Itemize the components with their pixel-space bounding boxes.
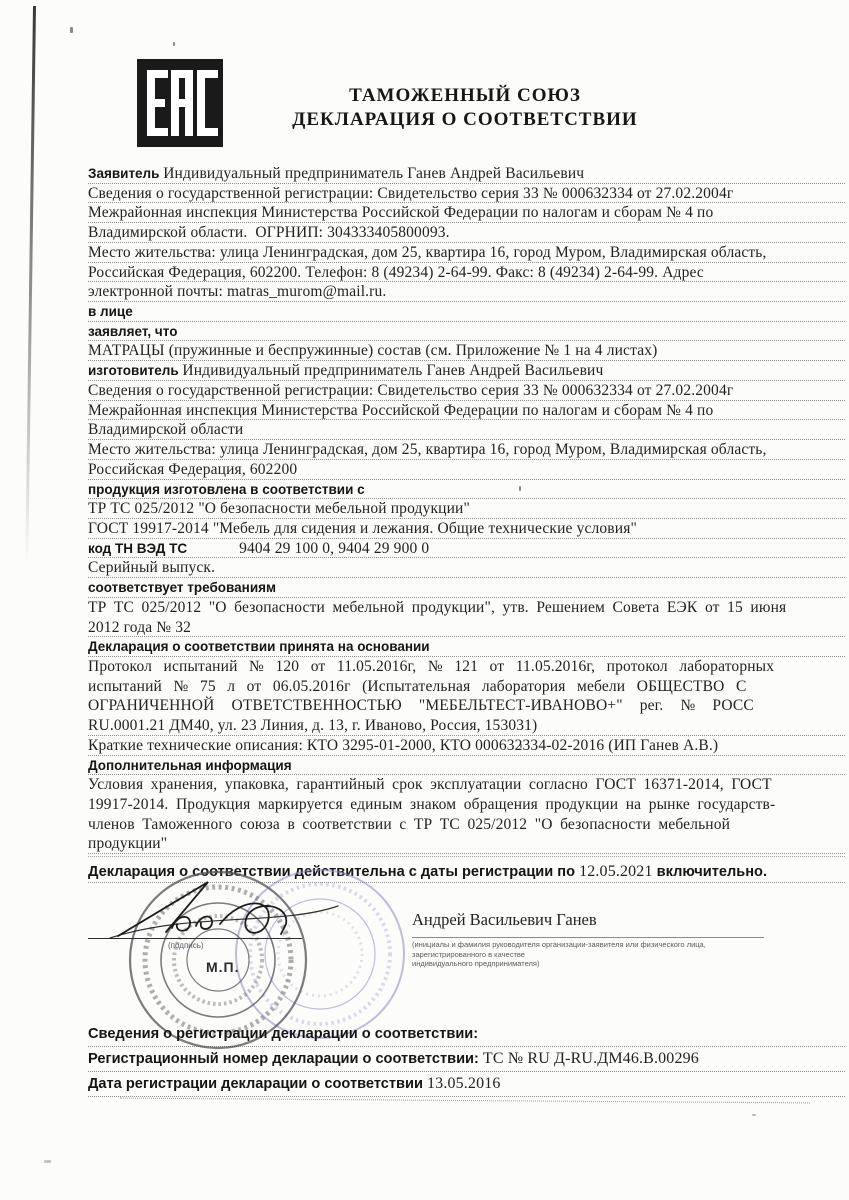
field-label: Дополнительная информация — [88, 757, 292, 773]
field-label: Дата регистрации декларации о соответствии — [88, 1076, 428, 1092]
scan-artifact-line — [25, 6, 35, 566]
scan-artifact — [752, 1114, 756, 1116]
field-value: Место жительства: улица Ленинградская, дом 25, квартира 16, город Муром, Владимирская область, — [88, 243, 767, 261]
document-line — [88, 420, 845, 440]
field-value: ГОСТ 19917-2014 "Мебель для сидения и лежания. Общие технические условия" — [88, 519, 637, 537]
signatory-note — [412, 937, 764, 969]
field-label: Декларация о соответствии принята на основании — [88, 639, 430, 655]
field-value: Российская Федерация, 602200. Телефон: 8 (49234) 2-64-99. Факс: 8 (49234) 2-64-99. Адрес — [88, 263, 704, 281]
document-line — [88, 243, 845, 263]
document-line — [88, 775, 845, 795]
field-label: заявляет, что — [88, 323, 178, 339]
field-value: Индивидуальный предприниматель Ганев Андрей Васильевич — [163, 165, 585, 182]
document-line — [88, 440, 845, 460]
dotted-rule — [88, 856, 845, 857]
document-line — [88, 1072, 845, 1097]
field-value: Межрайонная инспекция Министерства Российской Федерации по налогам и сборам № 4 по — [88, 204, 714, 222]
field-label: Декларация о соответствии действительна с даты регистрации по — [88, 864, 580, 880]
document-line — [88, 756, 845, 776]
field-value: Владимирской области. ОГРНИП: 304333405800093. — [88, 224, 450, 242]
field-value: 12.05.2021 — [579, 863, 653, 880]
document-line — [88, 677, 845, 697]
document-line — [88, 519, 845, 539]
document-line — [88, 184, 845, 204]
document-line — [88, 637, 845, 657]
document-line — [88, 696, 845, 716]
eac-logo-icon — [137, 59, 223, 147]
document-line — [88, 1047, 845, 1072]
field-value: Сведения о государственной регистрации: Свидетельство серия 33 № 000632334 от 27.02.2004г — [88, 381, 734, 399]
document-line — [88, 381, 845, 401]
document-line — [88, 598, 845, 618]
stamp-place-label: М.П. — [206, 959, 240, 975]
eac-logo — [137, 59, 223, 147]
document-line — [88, 302, 845, 322]
document-line — [88, 480, 845, 500]
field-value: Сведения о государственной регистрации: Свидетельство серия 33 № 000632334 от 27.02.2004г — [88, 184, 734, 202]
field-label: Регистрационный номер декларации о соответствии: — [88, 1051, 483, 1067]
field-value: ТР ТС 025/2012 "О безопасности мебельной продукции" — [88, 500, 470, 518]
field-value: ТР ТС 025/2012 "О безопасности мебельной продукции", утв. Решением Совета ЕЭК от 15 июня — [88, 598, 787, 616]
document-body — [88, 164, 845, 854]
document-line — [88, 322, 845, 342]
scan-artifact — [70, 27, 73, 33]
signature-caption: (подпись) — [168, 941, 204, 950]
signature-line — [88, 938, 302, 939]
signatory-note-line1: (инициалы и фамилия руководителя организации-заявителя или физического лица, зарегистрированного в качестве — [412, 940, 706, 959]
document-line — [88, 736, 845, 756]
document-line — [88, 815, 845, 835]
field-value: испытаний № 75 л от 06.05.2016г (Испытательная лаборатория мебели ОБЩЕСТВО С — [88, 677, 747, 695]
field-value: RU.0001.21 ДМ40, ул. 23 Линия, д. 13, г. Иваново, Россия, 153031) — [88, 717, 538, 735]
document-line — [88, 795, 845, 815]
field-label: продукция изготовлена в соответствии с — [88, 481, 365, 497]
document-line — [88, 578, 845, 598]
signatory-name: Андрей Васильевич Ганев — [412, 910, 597, 929]
document-line — [88, 341, 845, 361]
document-line — [88, 263, 845, 283]
field-label: код ТН ВЭД ТС — [88, 540, 188, 556]
title-line-2: ДЕКЛАРАЦИЯ О СООТВЕТСТВИИ — [292, 109, 638, 130]
field-value: Межрайонная инспекция Министерства Российской Федерации по налогам и сборам № 4 по — [88, 401, 714, 419]
document-line — [88, 618, 845, 638]
document-line — [88, 401, 845, 421]
field-label: Заявитель — [88, 166, 164, 181]
field-value: ТС № RU Д-RU.ДМ46.В.00296 — [482, 1050, 699, 1067]
document-line — [88, 657, 845, 677]
field-value: 9404 29 100 0, 9404 29 900 0 — [239, 539, 430, 557]
field-value: продукции" — [88, 835, 168, 853]
document-line — [88, 460, 845, 480]
field-value: МАТРАЦЫ (пружинные и беспружинные) состав (см. Приложение № 1 на 4 листах) — [88, 342, 658, 360]
field-value: Российская Федерация, 602200 — [88, 460, 298, 478]
field-label: включительно. — [652, 864, 768, 880]
field-value: 19917-2014. Продукция маркируется единым знаком обращения продукции на рынке государств- — [88, 796, 776, 813]
field-value: 2012 года № 32 — [88, 618, 192, 636]
registration-info — [88, 1022, 845, 1097]
document-line — [88, 539, 845, 559]
field-label: Сведения о регистрации декларации о соответствии: — [88, 1026, 479, 1042]
field-value: Серийный выпуск. — [88, 559, 216, 577]
field-value: 13.05.2016 — [427, 1075, 501, 1092]
field-value: Индивидуальный предприниматель Ганев Андрей Васильевич — [182, 362, 604, 380]
field-value: Условия хранения, упаковка, гарантийный срок эксплуатации согласно ГОСТ 16371-2014, ГОСТ — [88, 776, 772, 794]
document-line — [88, 361, 845, 381]
document-line — [88, 499, 845, 519]
field-label: в лице — [88, 304, 133, 320]
signatory-note-line2: индивидуального предпринимателя) — [412, 959, 540, 968]
field-value: Владимирской области — [88, 421, 244, 439]
document-line — [88, 164, 845, 184]
document-title — [230, 84, 700, 132]
document-line — [88, 1022, 845, 1047]
field-label: соответствует требованиям — [88, 580, 276, 596]
field-value: ОГРАНИЧЕННОЙ ОТВЕТСТВЕННОСТЬЮ "МЕБЕЛЬТЕСТ-ИВАНОВО+" рег. № РОСС — [88, 697, 754, 715]
scan-artifact — [44, 1160, 51, 1163]
field-label: изготовитель — [88, 363, 183, 379]
field-value: электронной почты: matras_murom@mail.ru. — [88, 283, 387, 301]
scan-artifact — [173, 42, 175, 46]
field-value: Протокол испытаний № 120 от 11.05.2016г, № 121 от 11.05.2016г, протокол лабораторных — [88, 657, 775, 675]
title-line-1: ТАМОЖЕННЫЙ СОЮЗ — [349, 85, 581, 106]
document-line — [88, 223, 845, 243]
field-value: Место жительства: улица Ленинградская, дом 25, квартира 16, город Муром, Владимирская область, — [88, 441, 767, 459]
document-line — [88, 834, 845, 854]
field-value: Краткие технические описания: КТО 3295-01-2000, КТО 000632334-02-2016 (ИП Ганев А.В.) — [88, 736, 719, 754]
document-line — [88, 282, 845, 302]
document-line — [88, 203, 845, 223]
field-value: членов Таможенного союза в соответствии с ТР ТС 025/2012 "О безопасности мебельной — [88, 815, 731, 833]
dotted-rule — [120, 1098, 810, 1104]
document-line — [88, 558, 845, 578]
document-line — [88, 716, 845, 736]
